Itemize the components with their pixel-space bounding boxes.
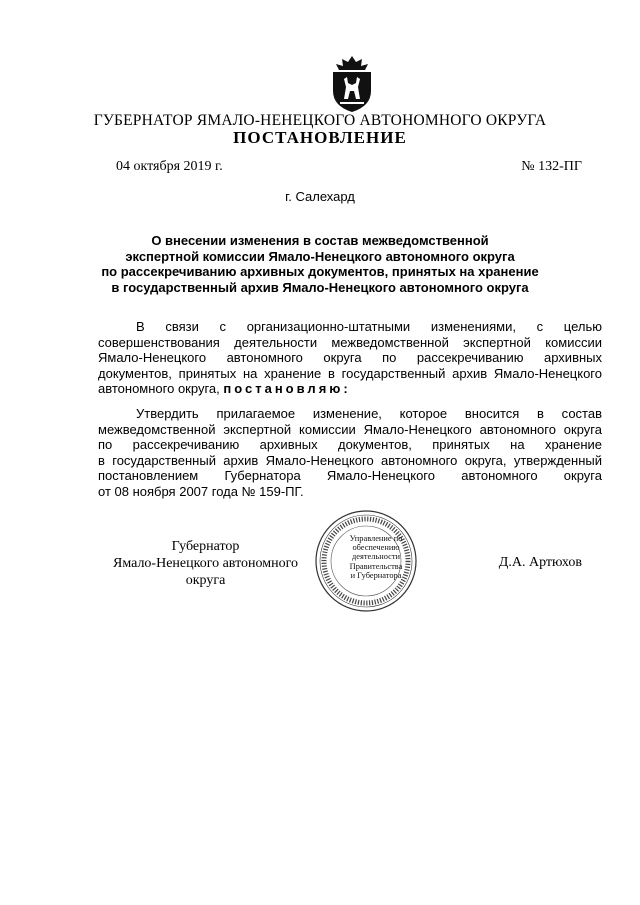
subject-line: экспертной комиссии Ямало-Ненецкого автономного округа xyxy=(125,248,515,264)
signatory-name: Д.А. Артюхов xyxy=(498,555,582,570)
subject-line: О внесении изменения в состав межведомственной xyxy=(151,233,489,248)
subject-line: по рассекречиванию архивных документов, принятых на хранение xyxy=(101,264,539,279)
stamp-line: деятельности xyxy=(352,552,400,562)
paragraph-line xyxy=(98,381,602,397)
resolution-keyword: постановляю: xyxy=(223,381,351,396)
body-paragraph-1 xyxy=(98,319,602,397)
paragraph-line: постановлением Губернатора Ямало-Ненецкого автономного округа xyxy=(98,468,602,483)
document-subject xyxy=(100,233,540,295)
paragraph-line: в государственный архив Ямало-Ненецкого автономного округа, утвержденный xyxy=(98,452,602,468)
signatory-title-line: Губернатор xyxy=(171,539,240,554)
paragraph-line: от 08 ноября 2007 года № 159-ПГ. xyxy=(98,483,304,499)
document-type: ПОСТАНОВЛЕНИЕ xyxy=(233,128,407,147)
paragraph-line: Утвердить прилагаемое изменение, которое вносится в состав xyxy=(136,406,602,421)
stamp-line: Управление по xyxy=(349,534,403,543)
paragraph-line: по рассекречиванию архивных документов, принятых на хранение xyxy=(98,437,602,452)
paragraph-line: В связи с организационно-штатными изменениями, с целью xyxy=(136,319,602,334)
stamp-line: обеспечению xyxy=(352,543,400,553)
document-city: г. Салехард xyxy=(285,189,355,204)
signatory-title-line: Ямало-Ненецкого автономного округа xyxy=(113,556,298,588)
document-number: № 132-ПГ xyxy=(521,159,582,174)
document-date: 04 октября 2019 г. xyxy=(116,159,223,174)
paragraph-line: межведомственной экспертной комиссии Ямало-Ненецкого автономного округа xyxy=(98,421,602,437)
coat-of-arms-emblem xyxy=(326,55,378,113)
issuer-title: ГУБЕРНАТОР ЯМАЛО-НЕНЕЦКОГО АВТОНОМНОГО ОКРУГА xyxy=(93,112,547,129)
body-paragraph-2 xyxy=(98,406,602,499)
stamp-line: и Губернатора xyxy=(350,570,402,580)
paragraph-line: документов, принятых на хранение в государственный архив Ямало-Ненецкого xyxy=(98,365,602,381)
subject-line: в государственный архив Ямало-Ненецкого автономного округа xyxy=(111,279,529,295)
paragraph-text: автономного округа, xyxy=(98,381,220,396)
paragraph-line: совершенствования деятельности межведомственной экспертной комиссии xyxy=(98,334,602,350)
stamp-line: Правительства xyxy=(349,561,403,571)
stamp-inner-text xyxy=(345,534,407,580)
paragraph-line: Ямало-Ненецкого автономного округа по рассекречиванию архивных xyxy=(98,350,602,365)
signatory-title xyxy=(98,538,313,589)
